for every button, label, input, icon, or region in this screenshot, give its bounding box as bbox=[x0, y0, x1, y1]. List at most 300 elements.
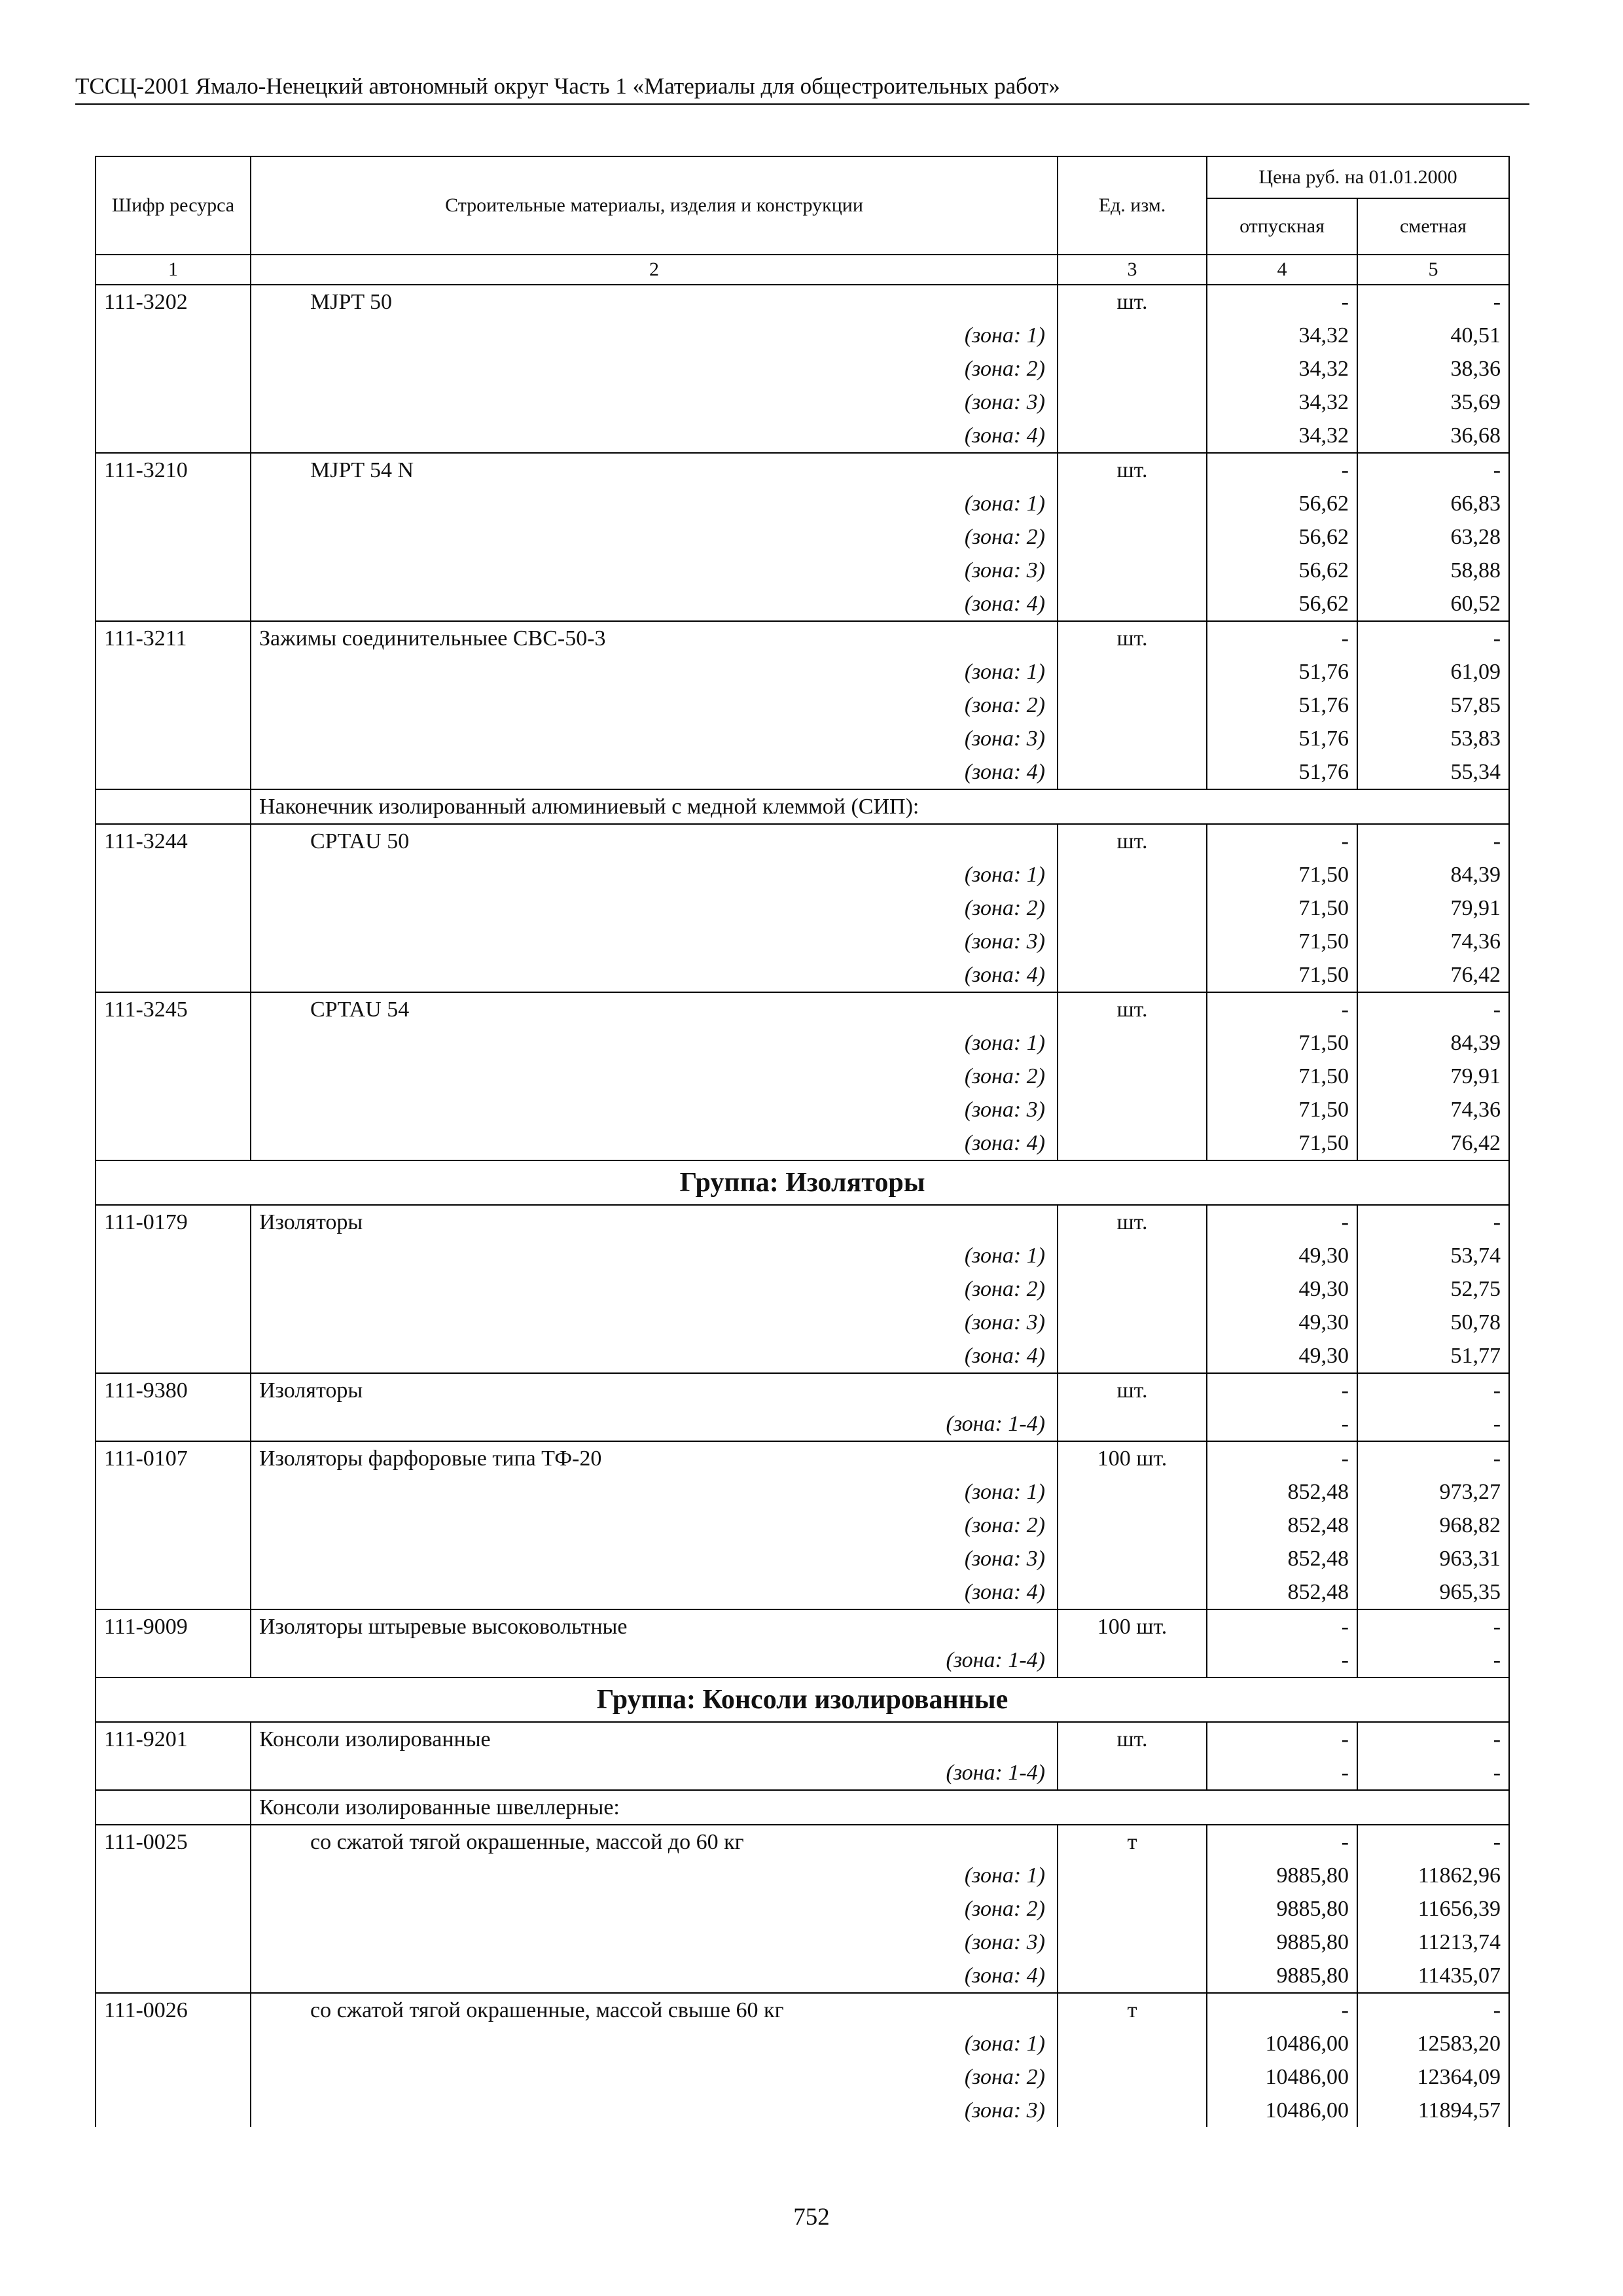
zone-label: (зона: 4) bbox=[251, 587, 1058, 621]
code-cell bbox=[96, 722, 251, 755]
unit-cell: т bbox=[1058, 1993, 1207, 2027]
group-title: Группа: Изоляторы bbox=[96, 1160, 1509, 1205]
release-price: - bbox=[1207, 1407, 1357, 1441]
zone-label: (зона: 2) bbox=[251, 352, 1058, 386]
estimate-price: 52,75 bbox=[1357, 1272, 1509, 1306]
code-cell bbox=[96, 1542, 251, 1575]
unit-cell bbox=[1058, 755, 1207, 789]
resource-code: 111-3211 bbox=[96, 621, 251, 655]
unit-cell bbox=[1058, 891, 1207, 925]
zone-label: (зона: 4) bbox=[251, 1959, 1058, 1993]
zone-label: (зона: 2) bbox=[251, 1060, 1058, 1093]
zone-row bbox=[96, 487, 1509, 520]
table-row bbox=[96, 1722, 1509, 1756]
release-price: - bbox=[1207, 453, 1357, 487]
estimate-price: 76,42 bbox=[1357, 1126, 1509, 1160]
zone-label: (зона: 3) bbox=[251, 1093, 1058, 1126]
zone-label: (зона: 1) bbox=[251, 655, 1058, 689]
unit-cell bbox=[1058, 689, 1207, 722]
code-cell bbox=[96, 1306, 251, 1339]
col-number-5: 5 bbox=[1357, 255, 1509, 285]
col-number-3: 3 bbox=[1058, 255, 1207, 285]
estimate-price: 36,68 bbox=[1357, 419, 1509, 453]
release-price: 56,62 bbox=[1207, 520, 1357, 554]
zone-row bbox=[96, 319, 1509, 352]
table-header bbox=[96, 156, 1509, 285]
unit-cell bbox=[1058, 1126, 1207, 1160]
material-name: Изоляторы bbox=[251, 1205, 1058, 1239]
code-cell bbox=[96, 1475, 251, 1509]
release-price: 9885,80 bbox=[1207, 1959, 1357, 1993]
unit-cell: шт. bbox=[1058, 1722, 1207, 1756]
zone-row bbox=[96, 1093, 1509, 1126]
col-header-code: Шифр ресурса bbox=[96, 156, 251, 255]
code-cell bbox=[96, 1060, 251, 1093]
estimate-price: 12583,20 bbox=[1357, 2027, 1509, 2060]
resource-code: 111-3245 bbox=[96, 992, 251, 1026]
estimate-price: 55,34 bbox=[1357, 755, 1509, 789]
estimate-price: 53,83 bbox=[1357, 722, 1509, 755]
unit-cell bbox=[1058, 1239, 1207, 1272]
estimate-price: - bbox=[1357, 285, 1509, 319]
group-title: Группа: Консоли изолированные bbox=[96, 1677, 1509, 1722]
estimate-price: - bbox=[1357, 1609, 1509, 1643]
release-price: - bbox=[1207, 1756, 1357, 1790]
estimate-price: 963,31 bbox=[1357, 1542, 1509, 1575]
table-row bbox=[96, 621, 1509, 655]
release-price: - bbox=[1207, 1441, 1357, 1475]
release-price: - bbox=[1207, 992, 1357, 1026]
release-price: 49,30 bbox=[1207, 1339, 1357, 1373]
table-row bbox=[96, 453, 1509, 487]
code-cell bbox=[96, 2094, 251, 2127]
unit-cell bbox=[1058, 319, 1207, 352]
unit-cell bbox=[1058, 1272, 1207, 1306]
zone-row bbox=[96, 1272, 1509, 1306]
material-name: Изоляторы bbox=[251, 1373, 1058, 1407]
unit-cell bbox=[1058, 858, 1207, 891]
unit-cell bbox=[1058, 1859, 1207, 1892]
release-price: - bbox=[1207, 824, 1357, 858]
material-name: со сжатой тягой окрашенные, массой до 60 кг bbox=[251, 1825, 1058, 1859]
code-cell bbox=[96, 1407, 251, 1441]
table-row bbox=[96, 824, 1509, 858]
estimate-price: 84,39 bbox=[1357, 1026, 1509, 1060]
material-name: Зажимы соединительныее СВС-50-3 bbox=[251, 621, 1058, 655]
estimate-price: 58,88 bbox=[1357, 554, 1509, 587]
estimate-price: - bbox=[1357, 992, 1509, 1026]
release-price: 34,32 bbox=[1207, 419, 1357, 453]
code-cell bbox=[96, 1959, 251, 1993]
col-header-estimate: сметная bbox=[1357, 198, 1509, 255]
code-cell bbox=[96, 587, 251, 621]
zone-label: (зона: 1) bbox=[251, 1026, 1058, 1060]
zone-label: (зона: 2) bbox=[251, 891, 1058, 925]
release-price: 49,30 bbox=[1207, 1239, 1357, 1272]
estimate-price: - bbox=[1357, 621, 1509, 655]
estimate-price: 84,39 bbox=[1357, 858, 1509, 891]
unit-cell bbox=[1058, 520, 1207, 554]
subheading-text: Наконечник изолированный алюминиевый с медной клеммой (СИП): bbox=[251, 789, 1509, 824]
zone-row bbox=[96, 1892, 1509, 1926]
unit-cell: 100 шт. bbox=[1058, 1609, 1207, 1643]
zone-label: (зона: 3) bbox=[251, 554, 1058, 587]
zone-label: (зона: 4) bbox=[251, 419, 1058, 453]
estimate-price: 50,78 bbox=[1357, 1306, 1509, 1339]
code-cell bbox=[96, 958, 251, 992]
code-cell bbox=[96, 858, 251, 891]
zone-label: (зона: 3) bbox=[251, 925, 1058, 958]
unit-cell bbox=[1058, 655, 1207, 689]
unit-cell bbox=[1058, 1475, 1207, 1509]
resource-code: 111-0179 bbox=[96, 1205, 251, 1239]
code-cell bbox=[96, 891, 251, 925]
table-row bbox=[96, 1993, 1509, 2027]
zone-row bbox=[96, 1756, 1509, 1790]
code-cell bbox=[96, 520, 251, 554]
code-cell bbox=[96, 1926, 251, 1959]
unit-cell bbox=[1058, 487, 1207, 520]
estimate-price: 11213,74 bbox=[1357, 1926, 1509, 1959]
zone-row bbox=[96, 2027, 1509, 2060]
resource-code: 111-0107 bbox=[96, 1441, 251, 1475]
unit-cell bbox=[1058, 419, 1207, 453]
release-price: 10486,00 bbox=[1207, 2060, 1357, 2094]
unit-cell bbox=[1058, 1060, 1207, 1093]
unit-cell bbox=[1058, 1926, 1207, 1959]
page-number: 752 bbox=[793, 2204, 830, 2231]
resource-code: 111-3244 bbox=[96, 824, 251, 858]
zone-row bbox=[96, 520, 1509, 554]
release-price: - bbox=[1207, 1825, 1357, 1859]
estimate-price: 11862,96 bbox=[1357, 1859, 1509, 1892]
unit-cell bbox=[1058, 1643, 1207, 1677]
zone-label: (зона: 1) bbox=[251, 487, 1058, 520]
release-price: 34,32 bbox=[1207, 319, 1357, 352]
zone-label: (зона: 3) bbox=[251, 1926, 1058, 1959]
col-number-4: 4 bbox=[1207, 255, 1357, 285]
resource-code: 111-9380 bbox=[96, 1373, 251, 1407]
table-row bbox=[96, 1609, 1509, 1643]
table-body bbox=[96, 285, 1509, 2127]
estimate-price: 35,69 bbox=[1357, 386, 1509, 419]
estimate-price: - bbox=[1357, 1825, 1509, 1859]
release-price: 10486,00 bbox=[1207, 2027, 1357, 2060]
material-name: Изоляторы фарфоровые типа ТФ-20 bbox=[251, 1441, 1058, 1475]
zone-row bbox=[96, 1575, 1509, 1609]
release-price: - bbox=[1207, 1722, 1357, 1756]
zone-label: (зона: 2) bbox=[251, 2060, 1058, 2094]
estimate-price: - bbox=[1357, 1643, 1509, 1677]
zone-row bbox=[96, 1026, 1509, 1060]
zone-label: (зона: 1-4) bbox=[251, 1643, 1058, 1677]
estimate-price: 51,77 bbox=[1357, 1339, 1509, 1373]
zone-label: (зона: 1) bbox=[251, 319, 1058, 352]
table-row bbox=[96, 1205, 1509, 1239]
release-price: - bbox=[1207, 1643, 1357, 1677]
estimate-price: 74,36 bbox=[1357, 925, 1509, 958]
estimate-price: 11894,57 bbox=[1357, 2094, 1509, 2127]
estimate-price: - bbox=[1357, 1441, 1509, 1475]
release-price: 51,76 bbox=[1207, 689, 1357, 722]
estimate-price: - bbox=[1357, 453, 1509, 487]
table-row bbox=[96, 992, 1509, 1026]
zone-row bbox=[96, 1643, 1509, 1677]
code-cell bbox=[96, 1339, 251, 1373]
release-price: 51,76 bbox=[1207, 722, 1357, 755]
zone-label: (зона: 4) bbox=[251, 1126, 1058, 1160]
code-cell bbox=[96, 755, 251, 789]
resource-code: 111-9201 bbox=[96, 1722, 251, 1756]
unit-cell bbox=[1058, 1542, 1207, 1575]
release-price: - bbox=[1207, 1205, 1357, 1239]
table-row bbox=[96, 1441, 1509, 1475]
material-name: CPTAU 54 bbox=[251, 992, 1058, 1026]
estimate-price: 53,74 bbox=[1357, 1239, 1509, 1272]
unit-cell: шт. bbox=[1058, 1205, 1207, 1239]
unit-cell bbox=[1058, 587, 1207, 621]
release-price: 34,32 bbox=[1207, 352, 1357, 386]
material-name: Изоляторы штыревые высоковольтные bbox=[251, 1609, 1058, 1643]
table-row bbox=[96, 285, 1509, 319]
subheading-row bbox=[96, 789, 1509, 824]
zone-label: (зона: 1) bbox=[251, 2027, 1058, 2060]
estimate-price: - bbox=[1357, 1205, 1509, 1239]
zone-row bbox=[96, 2094, 1509, 2127]
estimate-price: - bbox=[1357, 1756, 1509, 1790]
release-price: - bbox=[1207, 1993, 1357, 2027]
release-price: - bbox=[1207, 1609, 1357, 1643]
zone-label: (зона: 3) bbox=[251, 1542, 1058, 1575]
zone-row bbox=[96, 587, 1509, 621]
zone-label: (зона: 1) bbox=[251, 1859, 1058, 1892]
unit-cell: 100 шт. bbox=[1058, 1441, 1207, 1475]
material-name: CPTAU 50 bbox=[251, 824, 1058, 858]
zone-label: (зона: 2) bbox=[251, 1892, 1058, 1926]
release-price: 71,50 bbox=[1207, 1026, 1357, 1060]
code-cell bbox=[96, 1126, 251, 1160]
zone-row bbox=[96, 419, 1509, 453]
zone-label: (зона: 4) bbox=[251, 755, 1058, 789]
release-price: 852,48 bbox=[1207, 1575, 1357, 1609]
unit-cell bbox=[1058, 352, 1207, 386]
zone-row bbox=[96, 1959, 1509, 1993]
zone-label: (зона: 2) bbox=[251, 520, 1058, 554]
code-cell bbox=[96, 1509, 251, 1542]
zone-row bbox=[96, 1239, 1509, 1272]
zone-row bbox=[96, 925, 1509, 958]
subheading-row bbox=[96, 1790, 1509, 1825]
code-cell bbox=[96, 925, 251, 958]
estimate-price: 968,82 bbox=[1357, 1509, 1509, 1542]
zone-label: (зона: 3) bbox=[251, 1306, 1058, 1339]
zone-label: (зона: 2) bbox=[251, 1272, 1058, 1306]
release-price: 9885,80 bbox=[1207, 1926, 1357, 1959]
code-cell bbox=[96, 1756, 251, 1790]
group-header-row bbox=[96, 1160, 1509, 1205]
zone-label: (зона: 1-4) bbox=[251, 1756, 1058, 1790]
unit-cell bbox=[1058, 925, 1207, 958]
code-cell bbox=[96, 1859, 251, 1892]
zone-row bbox=[96, 1475, 1509, 1509]
material-name: MJPT 54 N bbox=[251, 453, 1058, 487]
unit-cell bbox=[1058, 554, 1207, 587]
release-price: 852,48 bbox=[1207, 1475, 1357, 1509]
estimate-price: 40,51 bbox=[1357, 319, 1509, 352]
code-cell bbox=[96, 1643, 251, 1677]
zone-row bbox=[96, 386, 1509, 419]
unit-cell bbox=[1058, 1339, 1207, 1373]
code-cell bbox=[96, 1892, 251, 1926]
release-price: - bbox=[1207, 1373, 1357, 1407]
unit-cell bbox=[1058, 1026, 1207, 1060]
col-number-2: 2 bbox=[251, 255, 1058, 285]
zone-row bbox=[96, 722, 1509, 755]
release-price: 56,62 bbox=[1207, 587, 1357, 621]
unit-cell bbox=[1058, 2060, 1207, 2094]
page-header: ТССЦ-2001 Ямало-Ненецкий автономный округ Часть 1 «Материалы для общестроительных работ» bbox=[75, 73, 1529, 105]
material-name: со сжатой тягой окрашенные, массой свыше 60 кг bbox=[251, 1993, 1058, 2027]
zone-row bbox=[96, 554, 1509, 587]
col-header-price: Цена руб. на 01.01.2000 bbox=[1207, 156, 1509, 198]
zone-row bbox=[96, 1306, 1509, 1339]
unit-cell bbox=[1058, 1756, 1207, 1790]
unit-cell: т bbox=[1058, 1825, 1207, 1859]
resource-code: 111-0025 bbox=[96, 1825, 251, 1859]
zone-row bbox=[96, 1060, 1509, 1093]
estimate-price: - bbox=[1357, 1407, 1509, 1441]
code-cell bbox=[96, 655, 251, 689]
zone-label: (зона: 3) bbox=[251, 722, 1058, 755]
estimate-price: 60,52 bbox=[1357, 587, 1509, 621]
release-price: 49,30 bbox=[1207, 1272, 1357, 1306]
zone-label: (зона: 1-4) bbox=[251, 1407, 1058, 1441]
code-cell bbox=[96, 689, 251, 722]
zone-row bbox=[96, 891, 1509, 925]
zone-row bbox=[96, 858, 1509, 891]
estimate-price: 12364,09 bbox=[1357, 2060, 1509, 2094]
unit-cell bbox=[1058, 1093, 1207, 1126]
code-cell bbox=[96, 1026, 251, 1060]
estimate-price: 61,09 bbox=[1357, 655, 1509, 689]
estimate-price: - bbox=[1357, 824, 1509, 858]
resource-code: 111-0026 bbox=[96, 1993, 251, 2027]
estimate-price: 74,36 bbox=[1357, 1093, 1509, 1126]
estimate-price: 63,28 bbox=[1357, 520, 1509, 554]
estimate-price: 11656,39 bbox=[1357, 1892, 1509, 1926]
unit-cell: шт. bbox=[1058, 992, 1207, 1026]
zone-row bbox=[96, 1339, 1509, 1373]
code-cell bbox=[96, 1575, 251, 1609]
code-cell bbox=[96, 487, 251, 520]
unit-cell bbox=[1058, 958, 1207, 992]
resource-code: 111-3202 bbox=[96, 285, 251, 319]
code-cell bbox=[96, 319, 251, 352]
zone-label: (зона: 1) bbox=[251, 1239, 1058, 1272]
resource-code: 111-3210 bbox=[96, 453, 251, 487]
release-price: 49,30 bbox=[1207, 1306, 1357, 1339]
estimate-price: 76,42 bbox=[1357, 958, 1509, 992]
estimate-price: 38,36 bbox=[1357, 352, 1509, 386]
code-cell bbox=[96, 789, 251, 824]
code-cell bbox=[96, 1272, 251, 1306]
release-price: 71,50 bbox=[1207, 1126, 1357, 1160]
release-price: 852,48 bbox=[1207, 1509, 1357, 1542]
group-header-row bbox=[96, 1677, 1509, 1722]
unit-cell: шт. bbox=[1058, 824, 1207, 858]
unit-cell bbox=[1058, 1892, 1207, 1926]
unit-cell bbox=[1058, 1575, 1207, 1609]
code-cell bbox=[96, 1239, 251, 1272]
estimate-price: 57,85 bbox=[1357, 689, 1509, 722]
code-cell bbox=[96, 2060, 251, 2094]
unit-cell: шт. bbox=[1058, 453, 1207, 487]
zone-row bbox=[96, 655, 1509, 689]
release-price: 56,62 bbox=[1207, 554, 1357, 587]
zone-label: (зона: 3) bbox=[251, 2094, 1058, 2127]
zone-row bbox=[96, 1407, 1509, 1441]
material-name: Консоли изолированные bbox=[251, 1722, 1058, 1756]
code-cell bbox=[96, 386, 251, 419]
zone-row bbox=[96, 958, 1509, 992]
unit-cell bbox=[1058, 2027, 1207, 2060]
code-cell bbox=[96, 554, 251, 587]
release-price: 71,50 bbox=[1207, 925, 1357, 958]
subheading-text: Консоли изолированные швеллерные: bbox=[251, 1790, 1509, 1825]
zone-label: (зона: 2) bbox=[251, 689, 1058, 722]
col-header-name: Строительные материалы, изделия и конструкции bbox=[251, 156, 1058, 255]
zone-row bbox=[96, 1859, 1509, 1892]
code-cell bbox=[96, 1790, 251, 1825]
release-price: 852,48 bbox=[1207, 1542, 1357, 1575]
unit-cell bbox=[1058, 1959, 1207, 1993]
col-header-release: отпускная bbox=[1207, 198, 1357, 255]
unit-cell bbox=[1058, 1407, 1207, 1441]
unit-cell bbox=[1058, 1509, 1207, 1542]
release-price: 34,32 bbox=[1207, 386, 1357, 419]
code-cell bbox=[96, 352, 251, 386]
zone-label: (зона: 4) bbox=[251, 1339, 1058, 1373]
release-price: 71,50 bbox=[1207, 958, 1357, 992]
material-name: MJPT 50 bbox=[251, 285, 1058, 319]
release-price: 51,76 bbox=[1207, 655, 1357, 689]
estimate-price: - bbox=[1357, 1722, 1509, 1756]
estimate-price: 11435,07 bbox=[1357, 1959, 1509, 1993]
code-cell bbox=[96, 2027, 251, 2060]
unit-cell bbox=[1058, 386, 1207, 419]
zone-label: (зона: 2) bbox=[251, 1509, 1058, 1542]
estimate-price: 66,83 bbox=[1357, 487, 1509, 520]
zone-row bbox=[96, 1509, 1509, 1542]
zone-label: (зона: 4) bbox=[251, 958, 1058, 992]
unit-cell bbox=[1058, 2094, 1207, 2127]
unit-cell: шт. bbox=[1058, 1373, 1207, 1407]
zone-row bbox=[96, 689, 1509, 722]
zone-row bbox=[96, 1126, 1509, 1160]
estimate-price: 965,35 bbox=[1357, 1575, 1509, 1609]
resource-code: 111-9009 bbox=[96, 1609, 251, 1643]
table-row bbox=[96, 1825, 1509, 1859]
table-row bbox=[96, 1373, 1509, 1407]
col-header-unit: Ед. изм. bbox=[1058, 156, 1207, 255]
col-number-1: 1 bbox=[96, 255, 251, 285]
release-price: 71,50 bbox=[1207, 891, 1357, 925]
release-price: 56,62 bbox=[1207, 487, 1357, 520]
code-cell bbox=[96, 419, 251, 453]
zone-row bbox=[96, 2060, 1509, 2094]
release-price: 9885,80 bbox=[1207, 1892, 1357, 1926]
release-price: 51,76 bbox=[1207, 755, 1357, 789]
